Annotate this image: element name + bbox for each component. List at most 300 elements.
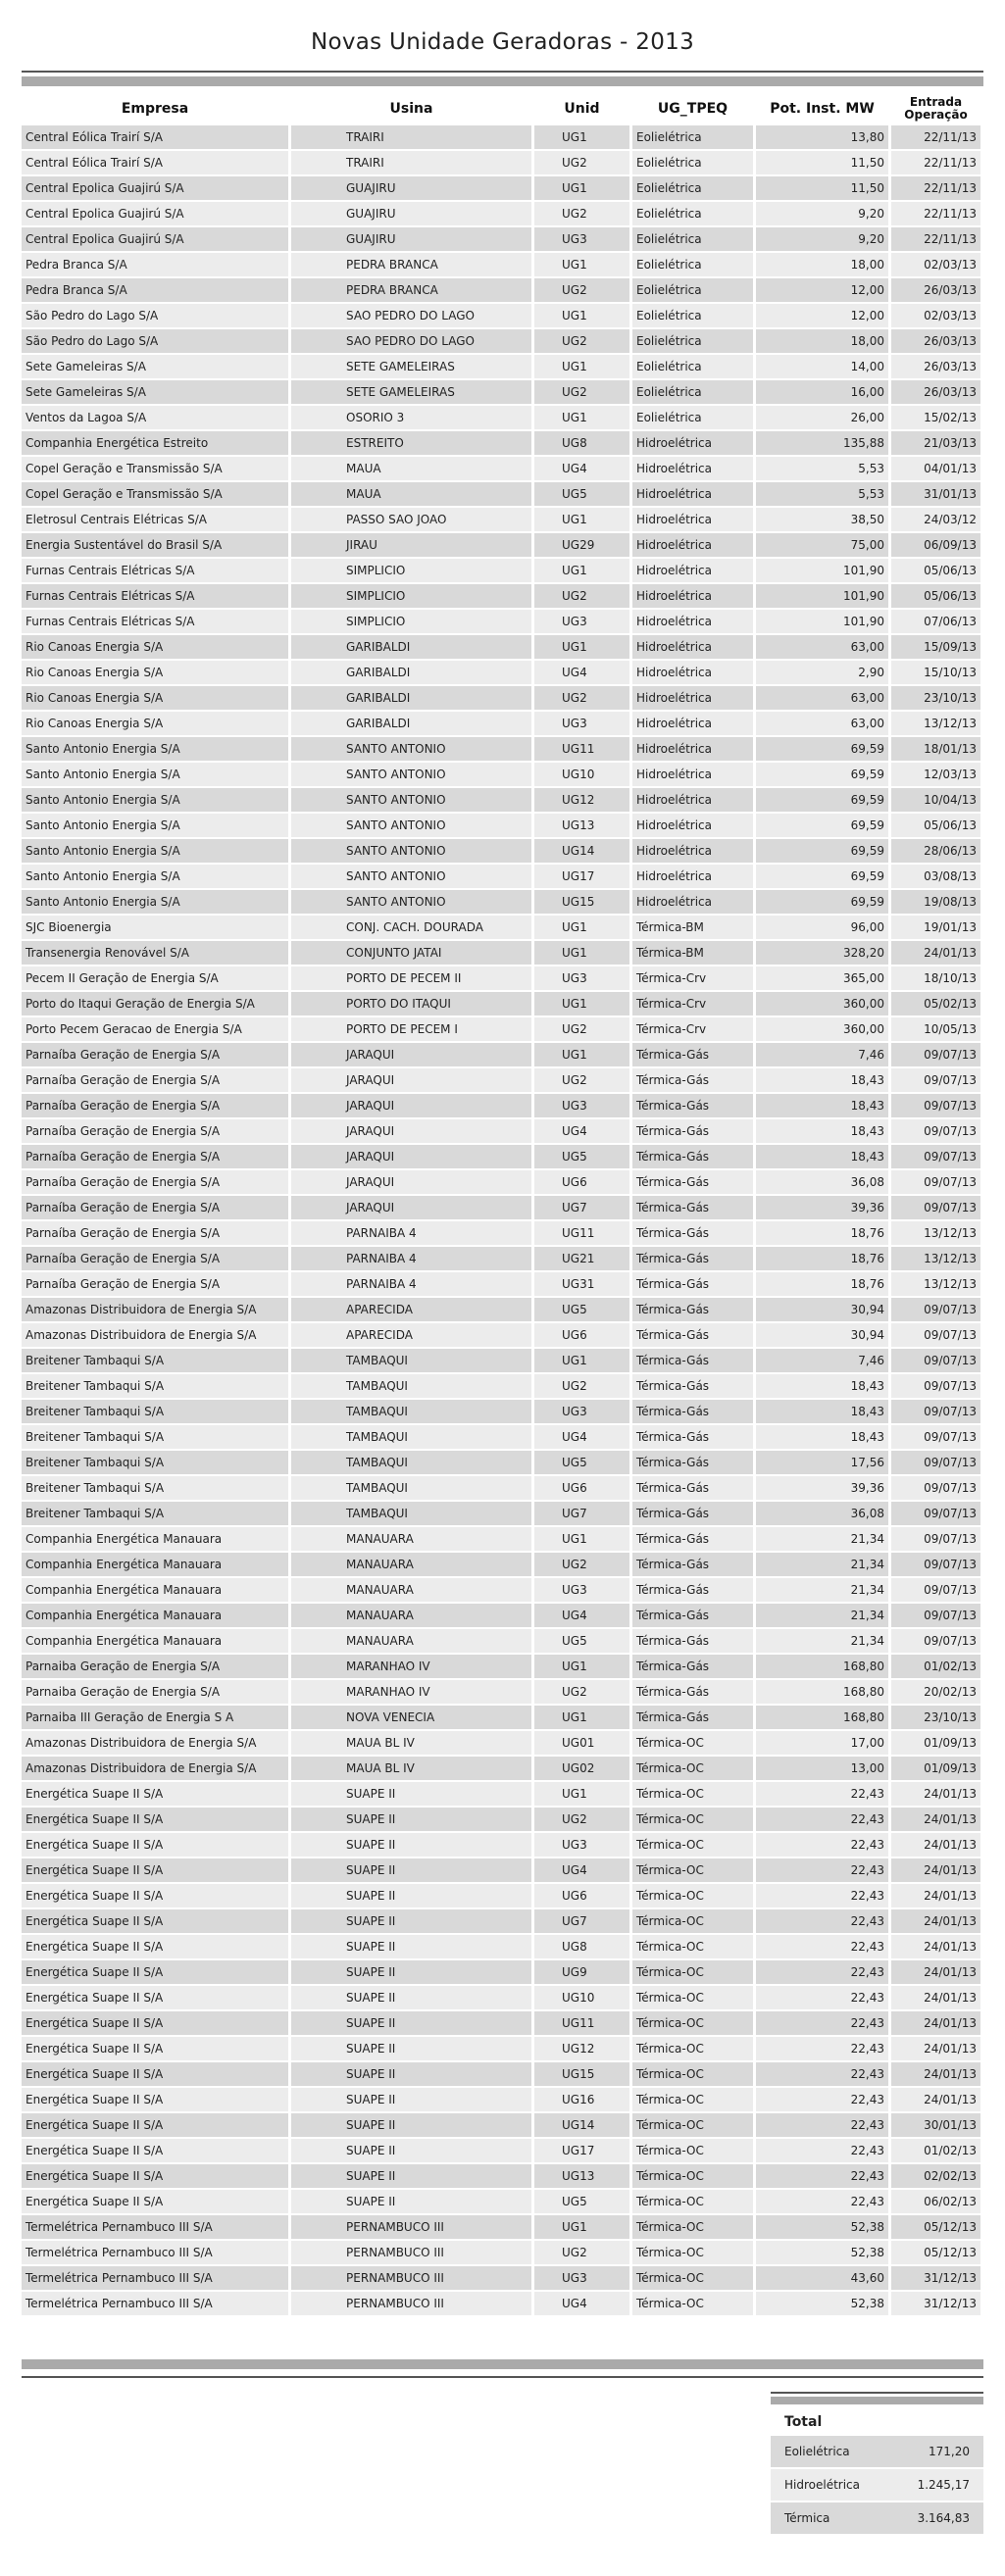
cell-ug-tpeq: Térmica-OC — [632, 2164, 753, 2188]
cell-entrada-operacao: 10/04/13 — [891, 788, 980, 812]
cell-usina: SANTO ANTONIO — [291, 865, 531, 888]
cell-unid: UG4 — [534, 457, 629, 480]
cell-unid: UG1 — [534, 2215, 629, 2239]
cell-pot-inst: 69,59 — [756, 737, 888, 761]
table-row — [22, 1578, 980, 1602]
cell-empresa: Porto do Itaqui Geração de Energia S/A — [22, 992, 288, 1016]
cell-unid: UG1 — [534, 1349, 629, 1372]
table-row — [22, 1425, 980, 1449]
cell-usina: JARAQUI — [291, 1068, 531, 1092]
table-row — [22, 686, 980, 710]
table-row — [22, 890, 980, 914]
cell-usina: CONJUNTO JATAI — [291, 941, 531, 965]
cell-usina: PEDRA BRANCA — [291, 253, 531, 276]
cell-usina: SUAPE II — [291, 2062, 531, 2086]
table-row — [22, 406, 980, 429]
table-row — [22, 355, 980, 378]
cell-usina: SUAPE II — [291, 1986, 531, 2009]
cell-entrada-operacao: 24/01/13 — [891, 1808, 980, 1831]
table-row — [22, 1909, 980, 1933]
cell-usina: SUAPE II — [291, 1960, 531, 1984]
table-row — [22, 1323, 980, 1347]
cell-entrada-operacao: 09/07/13 — [891, 1323, 980, 1347]
table-row — [22, 2037, 980, 2060]
table-row — [22, 1196, 980, 1219]
cell-empresa: Sete Gameleiras S/A — [22, 355, 288, 378]
cell-unid: UG10 — [534, 763, 629, 786]
cell-unid: UG7 — [534, 1909, 629, 1933]
table-row — [22, 329, 980, 353]
cell-entrada-operacao: 09/07/13 — [891, 1400, 980, 1423]
table-row — [22, 1451, 980, 1474]
table-row — [22, 2241, 980, 2264]
cell-entrada-operacao: 22/11/13 — [891, 125, 980, 149]
cell-pot-inst: 22,43 — [756, 1808, 888, 1831]
table-row — [22, 1731, 980, 1755]
cell-usina: MAUA BL IV — [291, 1757, 531, 1780]
cell-ug-tpeq: Térmica-OC — [632, 2266, 753, 2290]
table-row — [22, 202, 980, 225]
cell-usina: MAUA — [291, 482, 531, 506]
cell-empresa: Parnaíba Geração de Energia S/A — [22, 1094, 288, 1117]
table-row — [22, 1272, 980, 1296]
cell-empresa: Breitener Tambaqui S/A — [22, 1349, 288, 1372]
cell-pot-inst: 18,43 — [756, 1068, 888, 1092]
totals-value: 1.245,17 — [917, 2478, 970, 2492]
cell-unid: UG4 — [534, 2292, 629, 2315]
column-header-ug-tpeq: UG_TPEQ — [632, 94, 753, 124]
cell-usina: SUAPE II — [291, 2190, 531, 2213]
cell-ug-tpeq: Térmica-Gás — [632, 1425, 753, 1449]
cell-empresa: Rio Canoas Energia S/A — [22, 712, 288, 735]
cell-unid: UG2 — [534, 1068, 629, 1092]
cell-entrada-operacao: 15/10/13 — [891, 661, 980, 684]
cell-ug-tpeq: Eolielétrica — [632, 253, 753, 276]
cell-entrada-operacao: 09/07/13 — [891, 1119, 980, 1143]
cell-usina: SUAPE II — [291, 1935, 531, 1958]
table-row — [22, 482, 980, 506]
cell-pot-inst: 18,00 — [756, 253, 888, 276]
cell-entrada-operacao: 05/06/13 — [891, 814, 980, 837]
totals-value: 3.164,83 — [917, 2511, 970, 2525]
cell-unid: UG01 — [534, 1731, 629, 1755]
cell-pot-inst: 39,36 — [756, 1196, 888, 1219]
cell-usina: APARECIDA — [291, 1323, 531, 1347]
cell-entrada-operacao: 09/07/13 — [891, 1145, 980, 1168]
cell-pot-inst: 22,43 — [756, 1935, 888, 1958]
cell-entrada-operacao: 26/03/13 — [891, 355, 980, 378]
cell-ug-tpeq: Térmica-OC — [632, 2011, 753, 2035]
table-row — [22, 227, 980, 251]
cell-entrada-operacao: 24/01/13 — [891, 2011, 980, 2035]
cell-usina: PERNAMBUCO III — [291, 2241, 531, 2264]
table-row — [22, 763, 980, 786]
cell-ug-tpeq: Térmica-Gás — [632, 1170, 753, 1194]
cell-pot-inst: 22,43 — [756, 1960, 888, 1984]
cell-usina: SUAPE II — [291, 1858, 531, 1882]
cell-unid: UG17 — [534, 2139, 629, 2162]
cell-unid: UG2 — [534, 1808, 629, 1831]
top-band — [22, 76, 983, 86]
cell-pot-inst: 69,59 — [756, 839, 888, 863]
cell-pot-inst: 16,00 — [756, 380, 888, 404]
table-row — [22, 1527, 980, 1551]
cell-unid: UG14 — [534, 2113, 629, 2137]
cell-usina: PORTO DE PECEM I — [291, 1017, 531, 1041]
cell-entrada-operacao: 19/08/13 — [891, 890, 980, 914]
cell-empresa: Energética Suape II S/A — [22, 1808, 288, 1831]
cell-ug-tpeq: Térmica-Gás — [632, 1400, 753, 1423]
cell-pot-inst: 18,76 — [756, 1272, 888, 1296]
cell-empresa: Companhia Energética Manauara — [22, 1578, 288, 1602]
cell-pot-inst: 52,38 — [756, 2241, 888, 2264]
cell-entrada-operacao: 18/10/13 — [891, 966, 980, 990]
cell-ug-tpeq: Térmica-Gás — [632, 1578, 753, 1602]
table-row — [22, 278, 980, 302]
cell-entrada-operacao: 19/01/13 — [891, 916, 980, 939]
cell-pot-inst: 69,59 — [756, 814, 888, 837]
cell-pot-inst: 63,00 — [756, 686, 888, 710]
table-row — [22, 1757, 980, 1780]
cell-pot-inst: 11,50 — [756, 151, 888, 174]
cell-pot-inst: 9,20 — [756, 227, 888, 251]
cell-usina: TRAIRI — [291, 125, 531, 149]
cell-entrada-operacao: 07/06/13 — [891, 610, 980, 633]
cell-pot-inst: 18,43 — [756, 1425, 888, 1449]
cell-ug-tpeq: Térmica-Gás — [632, 1502, 753, 1525]
cell-empresa: Companhia Energética Manauara — [22, 1553, 288, 1576]
table-row — [22, 1145, 980, 1168]
cell-unid: UG29 — [534, 533, 629, 557]
cell-entrada-operacao: 01/02/13 — [891, 2139, 980, 2162]
table-row — [22, 1017, 980, 1041]
cell-unid: UG1 — [534, 508, 629, 531]
cell-pot-inst: 22,43 — [756, 2088, 888, 2111]
cell-usina: ESTREITO — [291, 431, 531, 455]
cell-empresa: Companhia Energética Manauara — [22, 1527, 288, 1551]
cell-empresa: Parnaíba Geração de Energia S/A — [22, 1196, 288, 1219]
cell-pot-inst: 22,43 — [756, 2011, 888, 2035]
cell-empresa: Energética Suape II S/A — [22, 1884, 288, 1907]
cell-entrada-operacao: 24/01/13 — [891, 2037, 980, 2060]
cell-usina: SAO PEDRO DO LAGO — [291, 329, 531, 353]
cell-unid: UG1 — [534, 125, 629, 149]
cell-unid: UG2 — [534, 278, 629, 302]
cell-ug-tpeq: Eolielétrica — [632, 151, 753, 174]
cell-unid: UG10 — [534, 1986, 629, 2009]
cell-pot-inst: 22,43 — [756, 2062, 888, 2086]
cell-unid: UG3 — [534, 1833, 629, 1857]
cell-usina: PERNAMBUCO III — [291, 2292, 531, 2315]
cell-empresa: Parnaíba Geração de Energia S/A — [22, 1272, 288, 1296]
table-row — [22, 1655, 980, 1678]
cell-usina: SUAPE II — [291, 1808, 531, 1831]
cell-usina: OSORIO 3 — [291, 406, 531, 429]
cell-usina: JARAQUI — [291, 1145, 531, 1168]
cell-entrada-operacao: 09/07/13 — [891, 1527, 980, 1551]
cell-entrada-operacao: 22/11/13 — [891, 151, 980, 174]
cell-empresa: Amazonas Distribuidora de Energia S/A — [22, 1731, 288, 1755]
cell-pot-inst: 101,90 — [756, 610, 888, 633]
column-header-unid: Unid — [534, 94, 629, 124]
cell-unid: UG1 — [534, 916, 629, 939]
cell-unid: UG3 — [534, 1400, 629, 1423]
cell-empresa: Companhia Energética Estreito — [22, 431, 288, 455]
cell-empresa: Energética Suape II S/A — [22, 1986, 288, 2009]
cell-unid: UG7 — [534, 1196, 629, 1219]
cell-ug-tpeq: Hidroelétrica — [632, 457, 753, 480]
cell-empresa: Termelétrica Pernambuco III S/A — [22, 2266, 288, 2290]
cell-entrada-operacao: 03/08/13 — [891, 865, 980, 888]
cell-entrada-operacao: 09/07/13 — [891, 1451, 980, 1474]
cell-ug-tpeq: Eolielétrica — [632, 202, 753, 225]
table-row — [22, 253, 980, 276]
cell-usina: PORTO DO ITAQUI — [291, 992, 531, 1016]
cell-unid: UG2 — [534, 1680, 629, 1704]
cell-usina: GUAJIRU — [291, 202, 531, 225]
cell-unid: UG1 — [534, 1706, 629, 1729]
cell-empresa: Breitener Tambaqui S/A — [22, 1374, 288, 1398]
cell-pot-inst: 5,53 — [756, 457, 888, 480]
cell-entrada-operacao: 05/06/13 — [891, 559, 980, 582]
cell-entrada-operacao: 09/07/13 — [891, 1068, 980, 1092]
table-row — [22, 1782, 980, 1806]
cell-unid: UG5 — [534, 1145, 629, 1168]
cell-ug-tpeq: Hidroelétrica — [632, 482, 753, 506]
cell-ug-tpeq: Térmica-Gás — [632, 1272, 753, 1296]
cell-pot-inst: 22,43 — [756, 1858, 888, 1882]
cell-entrada-operacao: 24/01/13 — [891, 2062, 980, 2086]
cell-unid: UG11 — [534, 737, 629, 761]
table-row — [22, 457, 980, 480]
cell-usina: CONJ. CACH. DOURADA — [291, 916, 531, 939]
cell-pot-inst: 13,00 — [756, 1757, 888, 1780]
table-row — [22, 1094, 980, 1117]
table-row — [22, 1986, 980, 2009]
cell-unid: UG7 — [534, 1502, 629, 1525]
cell-unid: UG6 — [534, 1170, 629, 1194]
cell-pot-inst: 22,43 — [756, 1884, 888, 1907]
cell-pot-inst: 328,20 — [756, 941, 888, 965]
cell-ug-tpeq: Térmica-OC — [632, 2088, 753, 2111]
table-row — [22, 1221, 980, 1245]
cell-ug-tpeq: Hidroelétrica — [632, 814, 753, 837]
cell-empresa: Central Eólica Trairí S/A — [22, 125, 288, 149]
cell-usina: MANAUARA — [291, 1527, 531, 1551]
cell-unid: UG4 — [534, 1604, 629, 1627]
cell-empresa: Energética Suape II S/A — [22, 2011, 288, 2035]
cell-entrada-operacao: 24/01/13 — [891, 1833, 980, 1857]
cell-usina: MARANHAO IV — [291, 1655, 531, 1678]
cell-empresa: Companhia Energética Manauara — [22, 1604, 288, 1627]
cell-entrada-operacao: 24/01/13 — [891, 1935, 980, 1958]
column-header-usina: Usina — [291, 94, 531, 124]
table-row — [22, 380, 980, 404]
cell-entrada-operacao: 05/12/13 — [891, 2241, 980, 2264]
cell-entrada-operacao: 09/07/13 — [891, 1298, 980, 1321]
totals-label: Térmica — [784, 2511, 830, 2525]
cell-unid: UG21 — [534, 1247, 629, 1270]
cell-pot-inst: 18,43 — [756, 1374, 888, 1398]
cell-pot-inst: 18,43 — [756, 1400, 888, 1423]
cell-empresa: Parnaíba Geração de Energia S/A — [22, 1170, 288, 1194]
cell-usina: JIRAU — [291, 533, 531, 557]
cell-empresa: Porto Pecem Geracao de Energia S/A — [22, 1017, 288, 1041]
cell-ug-tpeq: Hidroelétrica — [632, 788, 753, 812]
cell-unid: UG2 — [534, 1017, 629, 1041]
cell-entrada-operacao: 12/03/13 — [891, 763, 980, 786]
cell-ug-tpeq: Térmica-OC — [632, 2062, 753, 2086]
cell-ug-tpeq: Térmica-OC — [632, 2215, 753, 2239]
cell-unid: UG2 — [534, 380, 629, 404]
cell-entrada-operacao: 04/01/13 — [891, 457, 980, 480]
cell-pot-inst: 101,90 — [756, 559, 888, 582]
cell-entrada-operacao: 09/07/13 — [891, 1629, 980, 1653]
table-row — [22, 992, 980, 1016]
cell-pot-inst: 69,59 — [756, 865, 888, 888]
cell-entrada-operacao: 06/02/13 — [891, 2190, 980, 2213]
table-row — [22, 1374, 980, 1398]
table-row — [22, 941, 980, 965]
table-row — [22, 1833, 980, 1857]
cell-entrada-operacao: 24/01/13 — [891, 1858, 980, 1882]
cell-unid: UG1 — [534, 635, 629, 659]
cell-usina: SANTO ANTONIO — [291, 839, 531, 863]
table-row — [22, 151, 980, 174]
cell-ug-tpeq: Eolielétrica — [632, 278, 753, 302]
cell-empresa: Energética Suape II S/A — [22, 2164, 288, 2188]
cell-usina: SUAPE II — [291, 2088, 531, 2111]
cell-pot-inst: 360,00 — [756, 1017, 888, 1041]
cell-unid: UG1 — [534, 941, 629, 965]
cell-unid: UG13 — [534, 2164, 629, 2188]
cell-unid: UG12 — [534, 2037, 629, 2060]
cell-entrada-operacao: 13/12/13 — [891, 712, 980, 735]
cell-entrada-operacao: 09/07/13 — [891, 1170, 980, 1194]
cell-ug-tpeq: Hidroelétrica — [632, 890, 753, 914]
table-row — [22, 916, 980, 939]
table-row — [22, 2215, 980, 2239]
cell-unid: UG6 — [534, 1323, 629, 1347]
cell-pot-inst: 9,20 — [756, 202, 888, 225]
table-row — [22, 1935, 980, 1958]
cell-unid: UG5 — [534, 1629, 629, 1653]
cell-ug-tpeq: Eolielétrica — [632, 406, 753, 429]
cell-unid: UG13 — [534, 814, 629, 837]
cell-unid: UG6 — [534, 1476, 629, 1500]
column-header-entrada-operacao — [891, 94, 980, 124]
cell-usina: PASSO SAO JOAO — [291, 508, 531, 531]
cell-ug-tpeq: Eolielétrica — [632, 176, 753, 200]
cell-ug-tpeq: Térmica-Gás — [632, 1094, 753, 1117]
cell-ug-tpeq: Térmica-Gás — [632, 1196, 753, 1219]
cell-empresa: Breitener Tambaqui S/A — [22, 1476, 288, 1500]
cell-unid: UG3 — [534, 1578, 629, 1602]
cell-usina: SANTO ANTONIO — [291, 763, 531, 786]
cell-empresa: Amazonas Distribuidora de Energia S/A — [22, 1757, 288, 1780]
cell-unid: UG12 — [534, 788, 629, 812]
cell-pot-inst: 26,00 — [756, 406, 888, 429]
bottom-band — [22, 2359, 983, 2369]
cell-ug-tpeq: Térmica-Gás — [632, 1655, 753, 1678]
cell-pot-inst: 101,90 — [756, 584, 888, 608]
cell-entrada-operacao: 05/06/13 — [891, 584, 980, 608]
cell-empresa: Parnaíba Geração de Energia S/A — [22, 1221, 288, 1245]
column-header-entrada-line1: Entrada — [909, 95, 963, 109]
column-header-entrada-line2: Operação — [904, 108, 968, 122]
cell-usina: TAMBAQUI — [291, 1400, 531, 1423]
page-title: Novas Unidade Geradoras - 2013 — [310, 29, 694, 55]
cell-pot-inst: 75,00 — [756, 533, 888, 557]
cell-unid: UG1 — [534, 253, 629, 276]
cell-entrada-operacao: 09/07/13 — [891, 1476, 980, 1500]
cell-ug-tpeq: Térmica-Crv — [632, 1017, 753, 1041]
cell-ug-tpeq: Térmica-Crv — [632, 992, 753, 1016]
cell-ug-tpeq: Térmica-OC — [632, 1731, 753, 1755]
cell-empresa: Companhia Energética Manauara — [22, 1629, 288, 1653]
table-row — [22, 966, 980, 990]
cell-empresa: Parnaiba III Geração de Energia S A — [22, 1706, 288, 1729]
cell-pot-inst: 18,76 — [756, 1247, 888, 1270]
cell-entrada-operacao: 13/12/13 — [891, 1247, 980, 1270]
cell-unid: UG31 — [534, 1272, 629, 1296]
cell-usina: TAMBAQUI — [291, 1476, 531, 1500]
cell-pot-inst: 69,59 — [756, 788, 888, 812]
table-row — [22, 431, 980, 455]
cell-usina: MANAUARA — [291, 1578, 531, 1602]
cell-ug-tpeq: Térmica-BM — [632, 941, 753, 965]
totals-panel — [771, 2392, 983, 2534]
cell-empresa: Energética Suape II S/A — [22, 2190, 288, 2213]
table-row — [22, 1170, 980, 1194]
cell-unid: UG9 — [534, 1960, 629, 1984]
cell-usina: SANTO ANTONIO — [291, 788, 531, 812]
table-row — [22, 1629, 980, 1653]
cell-ug-tpeq: Térmica-OC — [632, 1884, 753, 1907]
totals-row — [771, 2469, 983, 2501]
cell-pot-inst: 21,34 — [756, 1578, 888, 1602]
cell-pot-inst: 38,50 — [756, 508, 888, 531]
cell-pot-inst: 2,90 — [756, 661, 888, 684]
cell-entrada-operacao: 24/01/13 — [891, 1782, 980, 1806]
cell-pot-inst: 14,00 — [756, 355, 888, 378]
cell-empresa: Energética Suape II S/A — [22, 2037, 288, 2060]
cell-ug-tpeq: Térmica-OC — [632, 1986, 753, 2009]
table-header-row — [22, 94, 980, 124]
totals-rows — [771, 2436, 983, 2534]
cell-usina: MANAUARA — [291, 1604, 531, 1627]
cell-entrada-operacao: 22/11/13 — [891, 176, 980, 200]
cell-usina: JARAQUI — [291, 1094, 531, 1117]
cell-entrada-operacao: 13/12/13 — [891, 1272, 980, 1296]
cell-empresa: Energética Suape II S/A — [22, 2062, 288, 2086]
table-row — [22, 2164, 980, 2188]
cell-pot-inst: 22,43 — [756, 2164, 888, 2188]
cell-ug-tpeq: Térmica-Gás — [632, 1221, 753, 1245]
cell-ug-tpeq: Térmica-OC — [632, 1833, 753, 1857]
cell-usina: PORTO DE PECEM II — [291, 966, 531, 990]
column-header-empresa: Empresa — [22, 94, 288, 124]
cell-entrada-operacao: 18/01/13 — [891, 737, 980, 761]
cell-unid: UG3 — [534, 966, 629, 990]
cell-ug-tpeq: Térmica-Gás — [632, 1476, 753, 1500]
cell-unid: UG2 — [534, 686, 629, 710]
cell-unid: UG02 — [534, 1757, 629, 1780]
cell-empresa: Breitener Tambaqui S/A — [22, 1451, 288, 1474]
table-row — [22, 2062, 980, 2086]
cell-empresa: Copel Geração e Transmissão S/A — [22, 457, 288, 480]
cell-unid: UG5 — [534, 1298, 629, 1321]
